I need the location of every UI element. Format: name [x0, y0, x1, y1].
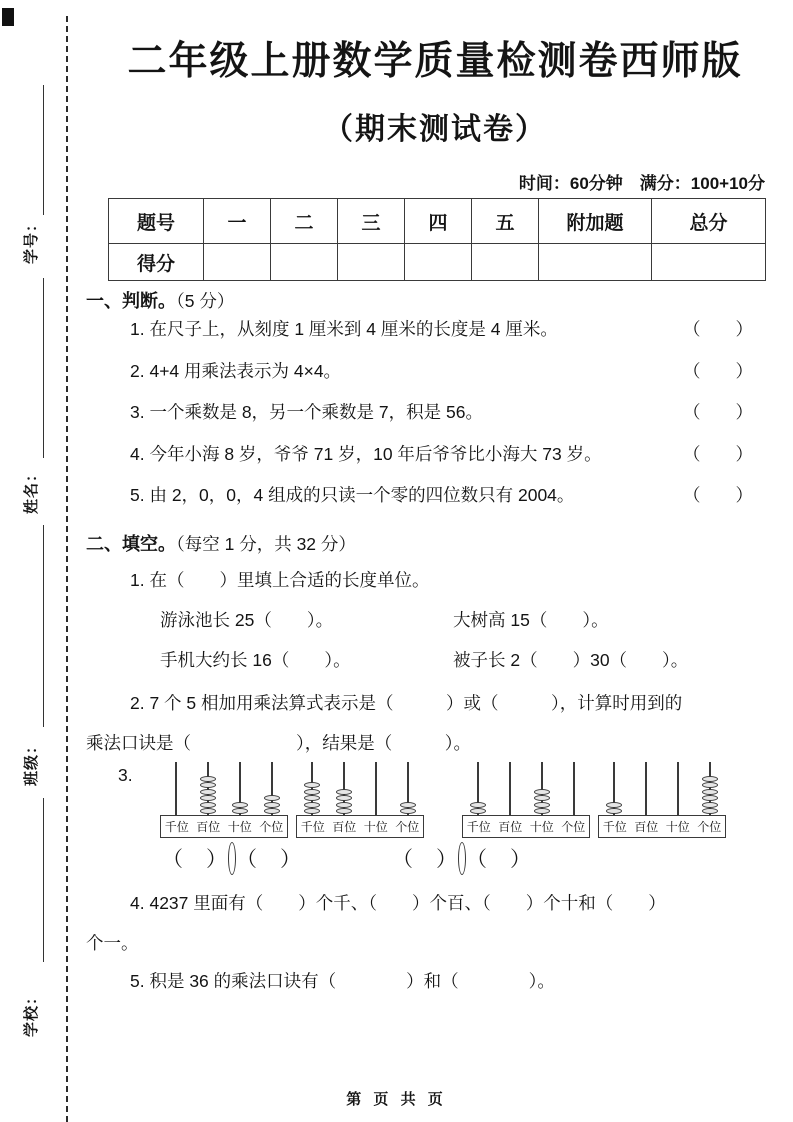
dashed-fold-line — [66, 16, 68, 1122]
answer-blank: （ ） — [236, 848, 302, 871]
abacus-bead — [470, 808, 486, 814]
place-value-label: 个位 — [395, 820, 420, 834]
sidebar-label-student-id: 学号： — [23, 216, 40, 265]
page-title: 二年级上册数学质量检测卷西师版 — [127, 40, 743, 83]
score-cell — [652, 244, 766, 281]
score-cell — [472, 244, 539, 281]
answer-blank: （ ） — [683, 485, 753, 505]
footer-page-label: 第 页 共 页 — [346, 1091, 447, 1108]
abacus-bead — [304, 808, 320, 814]
abacus-bead — [304, 802, 320, 808]
sidebar-label-name: 姓名： — [23, 466, 40, 515]
abacus-bead — [400, 802, 416, 808]
blank-row — [0, 607, 793, 631]
place-value-label: 个位 — [561, 820, 586, 834]
question-text: 2. 7 个 5 相加用乘法算式表示是（ ）或（ ），计算时用到的 — [130, 693, 683, 713]
name-write-line — [43, 278, 44, 458]
abacus-bead — [534, 789, 550, 795]
school-write-line — [43, 798, 44, 962]
place-value-label: 千位 — [300, 820, 325, 834]
abacus-bead — [336, 789, 352, 795]
abacus-bead — [200, 782, 216, 788]
abacus-bead — [702, 776, 718, 782]
question-text: 3. 一个乘数是 8，另一个乘数是 7，积是 56。 — [130, 402, 483, 422]
abacus-bead — [200, 802, 216, 808]
place-value-label: 百位 — [634, 820, 659, 834]
score-cell — [271, 244, 338, 281]
place-value-label: 百位 — [332, 820, 357, 834]
exam-info: 时间：60分钟 满分：100+10分 — [518, 174, 765, 193]
abacus-bead — [702, 782, 718, 788]
abacus-bead — [304, 789, 320, 795]
judgment-list — [86, 316, 753, 524]
judgment-item — [86, 399, 753, 441]
abacus-bead — [702, 802, 718, 808]
table-header-cell: 五 — [472, 199, 539, 244]
section1-heading-note: （5 分） — [176, 291, 235, 311]
judgment-item — [86, 482, 753, 524]
abacus-rod — [175, 762, 177, 815]
table-header-cell: 总分 — [652, 199, 766, 244]
place-value-label: 个位 — [697, 820, 722, 834]
section2-heading-title: 二、填空。 — [86, 534, 176, 554]
abacus-bead — [534, 795, 550, 801]
blank-item: 游泳池长 25（ ）。 — [160, 610, 334, 630]
answer-blank: （ ） — [162, 848, 228, 871]
place-value-label: 十位 — [529, 820, 554, 834]
abacus-bead — [336, 808, 352, 814]
abacus-bead — [232, 802, 248, 808]
blank-item: 大树高 15（ ）。 — [453, 610, 609, 630]
section1-heading — [86, 287, 234, 313]
table-header-cell: 一 — [204, 199, 271, 244]
abacus — [296, 762, 424, 838]
place-value-label: 千位 — [602, 820, 627, 834]
question-text: 1. 在尺子上，从刻度 1 厘米到 4 厘米的长度是 4 厘米。 — [130, 319, 558, 339]
abacus-bead — [702, 808, 718, 814]
question-text: 5. 积是 36 的乘法口诀有（ ）和（ ）。 — [130, 971, 555, 991]
table-header-cell: 题号 — [109, 199, 204, 244]
abacus-bead — [336, 795, 352, 801]
judgment-item — [86, 358, 753, 400]
judgment-item — [86, 316, 753, 358]
abacus-bead — [200, 789, 216, 795]
place-value-label: 十位 — [363, 820, 388, 834]
score-cell — [338, 244, 405, 281]
comparison-circle — [458, 842, 466, 875]
table-header-cell: 附加题 — [539, 199, 652, 244]
sidebar-label-school: 学校： — [23, 989, 40, 1038]
page-subtitle: （期末测试卷） — [323, 113, 547, 146]
blank-row — [0, 647, 793, 671]
question-text: 乘法口诀是（ ），结果是（ ）。 — [86, 733, 471, 753]
abacus — [598, 762, 726, 838]
abacus-rod — [573, 762, 575, 815]
question-text: 2. 4+4 用乘法表示为 4×4。 — [130, 360, 342, 381]
answer-blank: （ ） — [392, 848, 458, 871]
abacus-bead — [534, 808, 550, 814]
answer-blank: （ ） — [683, 402, 753, 422]
abacus-bead — [534, 802, 550, 808]
abacus-bead — [264, 802, 280, 808]
question-number: 3. — [118, 765, 133, 785]
section1-heading-title: 一、判断。 — [86, 291, 176, 311]
student-id-write-line — [43, 85, 44, 215]
question-text: 1. 在（ ）里填上合适的长度单位。 — [130, 570, 430, 590]
abacus — [160, 762, 288, 838]
section2-heading-note: （每空 1 分，共 32 分） — [176, 534, 356, 554]
abacus-bead — [336, 802, 352, 808]
place-value-label: 百位 — [498, 820, 523, 834]
table-header-cell: 四 — [405, 199, 472, 244]
place-value-label: 百位 — [196, 820, 221, 834]
answer-blank: （ ） — [683, 360, 753, 381]
abacus-rod — [645, 762, 647, 815]
abacus-bead — [702, 795, 718, 801]
abacus-bead — [200, 776, 216, 782]
abacus-bead — [304, 782, 320, 788]
abacus-bead — [232, 808, 248, 814]
comparison-circle — [228, 842, 236, 875]
blank-item: 手机大约长 16（ ）。 — [160, 650, 351, 670]
abacus-bead — [470, 802, 486, 808]
score-cell — [204, 244, 271, 281]
abacus — [462, 762, 590, 838]
answer-blank: （ ） — [683, 319, 753, 339]
table-header-cell: 二 — [271, 199, 338, 244]
section2-heading — [86, 530, 356, 556]
abacus-rod — [677, 762, 679, 815]
abacus-bead — [606, 808, 622, 814]
place-value-box — [160, 815, 288, 838]
abacus-rod — [509, 762, 511, 815]
abacus-bead — [264, 795, 280, 801]
print-corner-mark — [2, 8, 14, 26]
table-header-cell: 三 — [338, 199, 405, 244]
place-value-box — [296, 815, 424, 838]
score-cell — [405, 244, 472, 281]
abacus-rod — [375, 762, 377, 815]
abacus-bead — [200, 795, 216, 801]
comparison-group — [162, 840, 302, 876]
place-value-label: 十位 — [665, 820, 690, 834]
place-value-box — [598, 815, 726, 838]
score-table — [108, 198, 766, 281]
answer-blank: （ ） — [466, 848, 532, 871]
abacus-bead — [264, 808, 280, 814]
score-cell — [539, 244, 652, 281]
abacus-bead — [702, 789, 718, 795]
question-text: 5. 由 2，0，0，4 组成的只读一个零的四位数只有 2004。 — [130, 485, 575, 505]
blank-item: 被子长 2（ ）30（ ）。 — [453, 650, 689, 670]
place-value-label: 千位 — [466, 820, 491, 834]
abacus-bead — [200, 808, 216, 814]
place-value-label: 十位 — [227, 820, 252, 834]
sidebar-label-class: 班级： — [23, 738, 40, 787]
comparison-group — [392, 840, 532, 876]
place-value-box — [462, 815, 590, 838]
abacus-bead — [304, 795, 320, 801]
question-text: 4. 今年小海 8 岁，爷爷 71 岁，10 年后爷爷比小海大 73 岁。 — [130, 443, 602, 464]
answer-blank: （ ） — [683, 443, 753, 464]
question-text: 4. 4237 里面有（ ）个千、（ ）个百、（ ）个十和（ ） — [130, 893, 666, 913]
place-value-label: 千位 — [164, 820, 189, 834]
score-row-label: 得分 — [109, 244, 204, 281]
abacus-bead — [606, 802, 622, 808]
place-value-label: 个位 — [259, 820, 284, 834]
judgment-item — [86, 441, 753, 483]
abacus-bead — [400, 808, 416, 814]
question-text: 个一。 — [86, 933, 139, 953]
